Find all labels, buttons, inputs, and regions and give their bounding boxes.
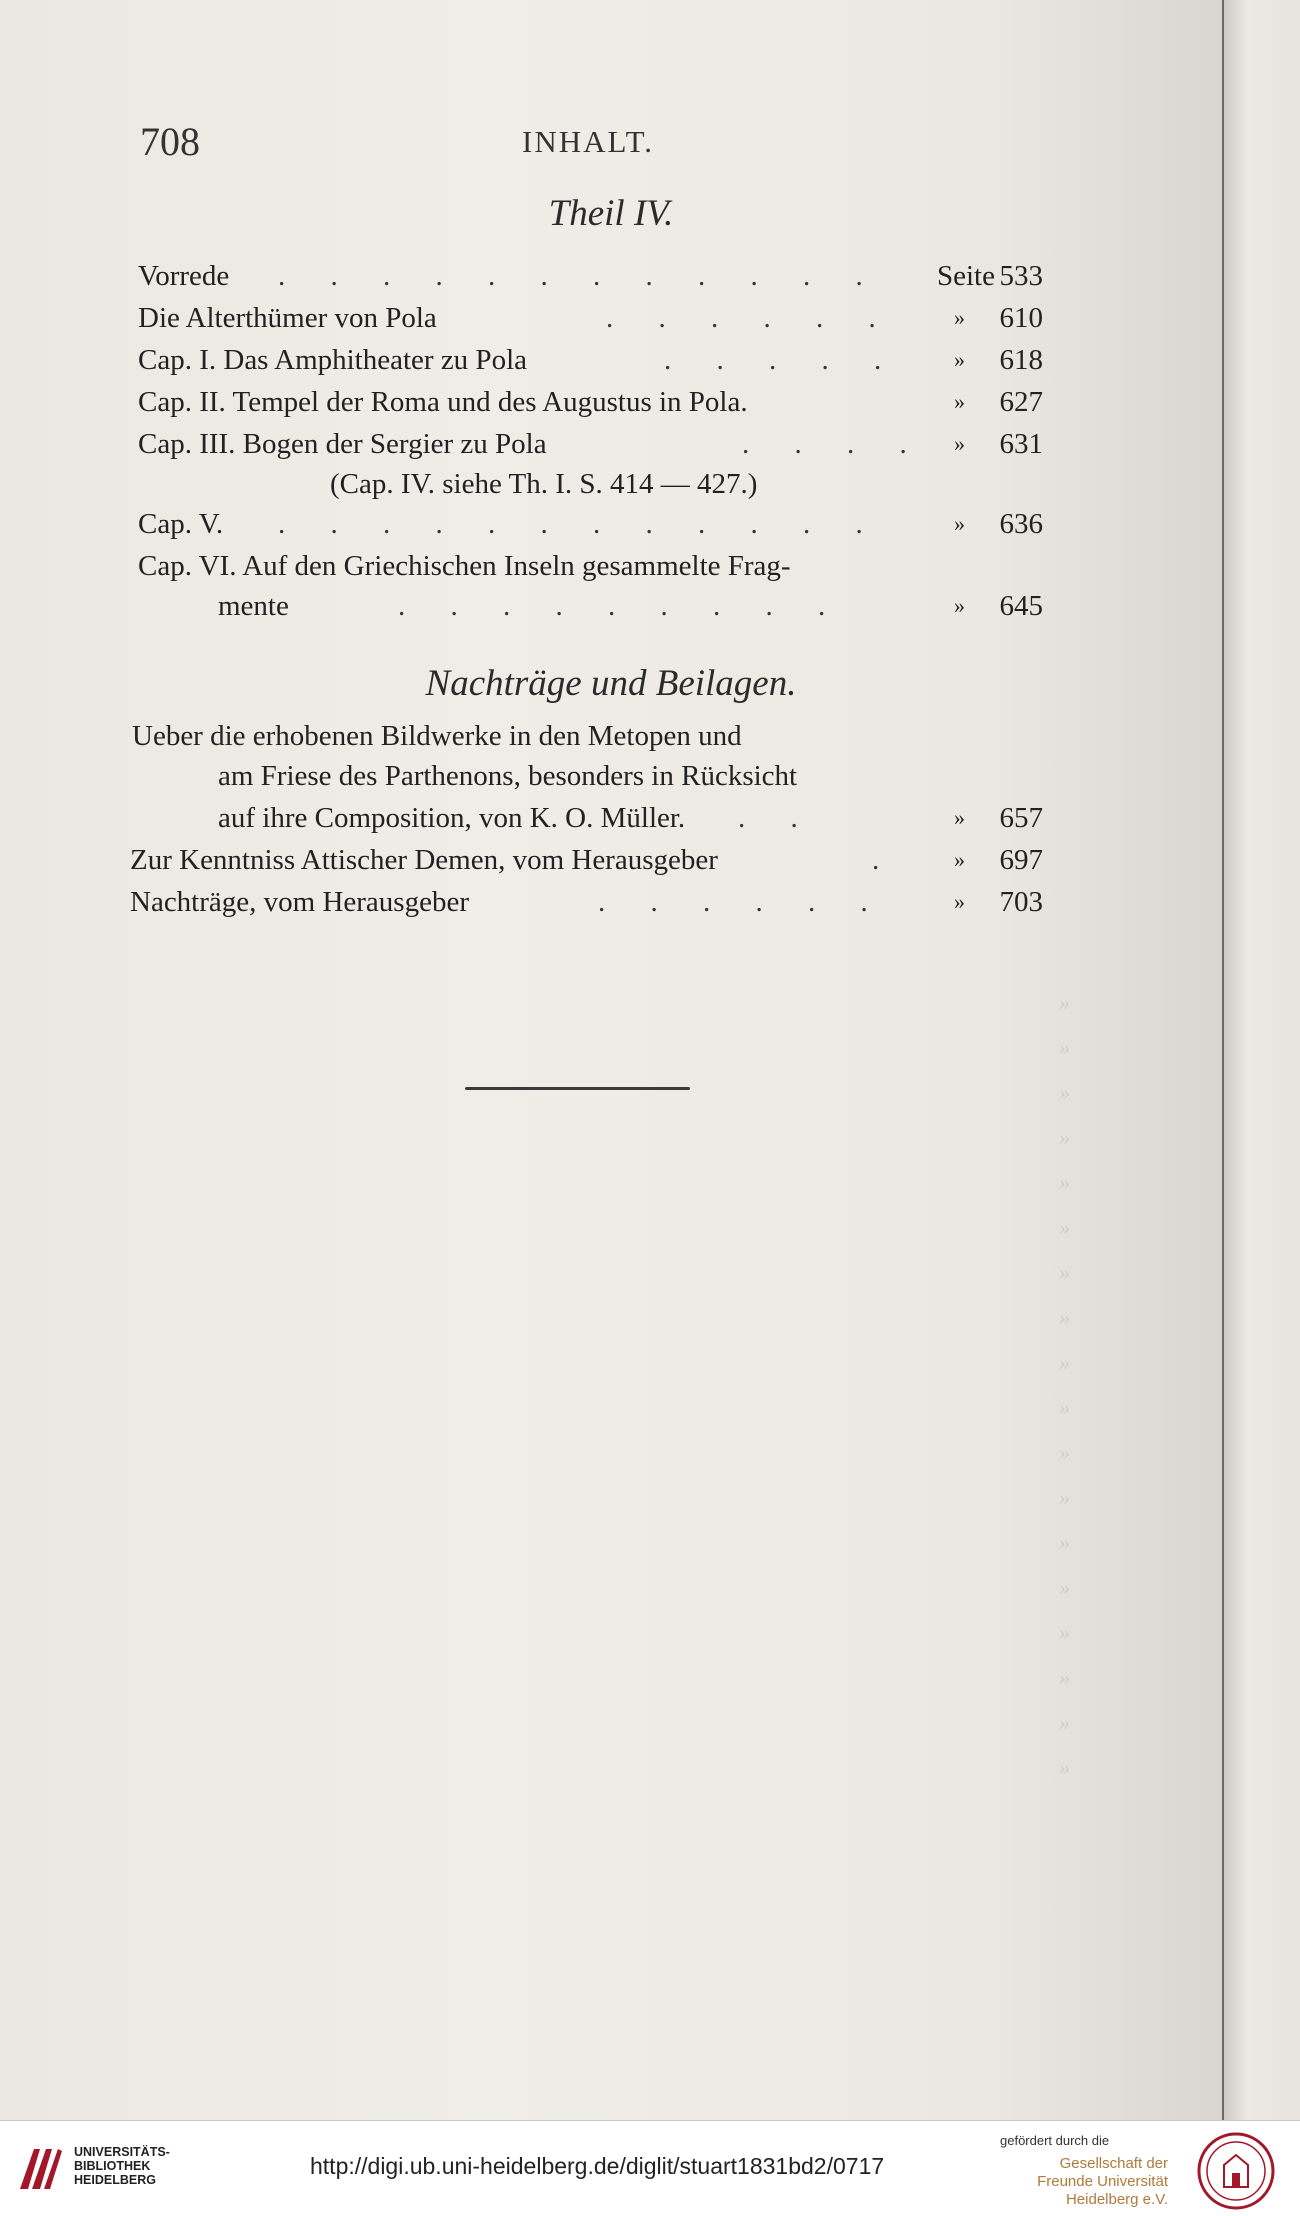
- toc-entry-label: (Cap. IV. siehe Th. I. S. 414 — 427.): [330, 468, 758, 500]
- seite-label: Seite: [937, 260, 995, 292]
- toc-entry-label: Cap. III. Bogen der Sergier zu Pola: [138, 428, 547, 460]
- permalink-url[interactable]: http://digi.ub.uni-heidelberg.de/diglit/stuart1831bd2/0717: [310, 2153, 885, 2179]
- footer-bar: [0, 2120, 1300, 2216]
- ditto-mark: »: [954, 847, 965, 872]
- toc-row: [132, 798, 1043, 838]
- toc-entry-label: Die Alterthümer von Pola: [138, 302, 437, 334]
- ditto-mark: »: [954, 511, 965, 536]
- toc-entry-label: mente: [218, 590, 289, 622]
- toc-page-number: 636: [999, 508, 1043, 540]
- leader-dots: . . . . . . . . . . . .: [278, 260, 882, 292]
- toc-entry-label: Cap. VI. Auf den Griechischen Inseln gesammelte Frag-: [138, 550, 791, 582]
- toc-row: [138, 382, 1043, 422]
- leader-dots: . . . . . . . . . . . .: [278, 508, 882, 540]
- toc-row: [138, 504, 1043, 544]
- closing-rule: [465, 1087, 690, 1090]
- toc-row: [130, 840, 1043, 880]
- toc-row: [138, 298, 1043, 338]
- bleed-through-text: » » » » » » » » » » » » » » » » » »: [1059, 990, 1070, 1780]
- toc-row: [130, 882, 1043, 922]
- library-name: UNIVERSITÄTS-BIBLIOTHEK HEIDELBERG: [74, 2145, 170, 2187]
- toc-page-number: 627: [999, 386, 1043, 418]
- university-seal-icon: [1196, 2131, 1276, 2211]
- toc-entry-label: Ueber die erhobenen Bildwerke in den Metopen und: [132, 720, 742, 752]
- ditto-mark: »: [954, 389, 965, 414]
- section-title-nachtraege: Nachträge und Beilagen.: [425, 663, 797, 704]
- page-number: 708: [140, 119, 200, 164]
- toc-entry-label: am Friese des Parthenons, besonders in Rücksicht: [218, 760, 798, 792]
- ditto-mark: »: [954, 347, 965, 372]
- leader-dots: . . . . . .: [606, 302, 895, 334]
- toc-row: [138, 464, 1043, 504]
- toc-entry-label: auf ihre Composition, von K. O. Müller.: [218, 802, 686, 834]
- funded-by-label: gefördert durch die: [1000, 2133, 1110, 2148]
- toc-row: [132, 716, 1037, 756]
- toc-page-number: 610: [999, 302, 1043, 334]
- toc-row: [138, 256, 1043, 296]
- toc-page-number: 703: [999, 886, 1043, 918]
- ditto-mark: »: [954, 805, 965, 830]
- toc-row: [138, 586, 1043, 626]
- running-head: INHALT.: [522, 124, 654, 159]
- toc-page-number: 533: [999, 260, 1043, 292]
- ditto-mark: »: [954, 305, 965, 330]
- leader-dots: . . . . .: [664, 344, 901, 376]
- leader-dots: . . . . . . . . .: [398, 590, 845, 622]
- ditto-mark: »: [954, 889, 965, 914]
- ditto-mark: »: [954, 593, 965, 618]
- toc-entry-label: Cap. I. Das Amphitheater zu Pola: [138, 344, 527, 376]
- toc-entry-label: Cap. V.: [138, 508, 224, 540]
- toc-row: [138, 424, 1043, 464]
- toc-page-number: 657: [999, 802, 1043, 834]
- toc-entry-label: Cap. II. Tempel der Roma und des Augustus in Pola.: [138, 386, 748, 418]
- toc-entry-label: Vorrede: [138, 260, 230, 292]
- library-logo-icon: [14, 2139, 64, 2199]
- toc-page-number: 645: [999, 590, 1043, 622]
- toc-row: [138, 546, 1043, 586]
- toc-row: [132, 756, 1037, 796]
- toc-entry-label: Zur Kenntniss Attischer Demen, vom Herausgeber: [130, 844, 718, 876]
- section-title-theil-iv: Theil IV.: [548, 193, 674, 234]
- leader-dots: . . . . . .: [598, 886, 887, 918]
- leader-dots: . . . .: [742, 428, 926, 460]
- toc-row: [138, 340, 1043, 380]
- leader-dots: .: [872, 844, 899, 876]
- leader-dots: . .: [738, 802, 817, 834]
- toc-page-number: 618: [999, 344, 1043, 376]
- ditto-mark: »: [954, 431, 965, 456]
- page-edge: [1222, 0, 1300, 2120]
- toc-entry-label: Nachträge, vom Herausgeber: [130, 886, 469, 918]
- funder-name: Gesellschaft der Freunde Universität Heidelberg e.V.: [1037, 2155, 1168, 2208]
- toc-page-number: 697: [999, 844, 1043, 876]
- toc-page-number: 631: [999, 428, 1043, 460]
